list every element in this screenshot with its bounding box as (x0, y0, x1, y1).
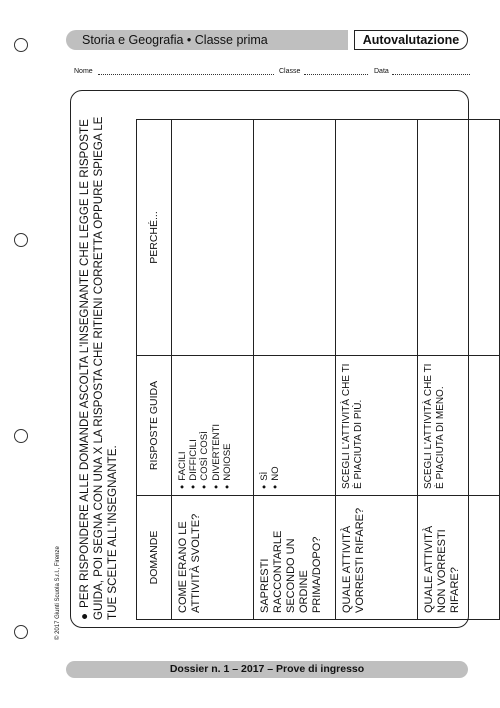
answers-cell (172, 356, 254, 496)
instructions-text: PER RISPONDERE ALLE DOMANDE ASCOLTA L'INSEGNANTE CHE LEGGE LE RISPOSTE GUIDA, POI SEGNA CON UNA X LA RISPOSTA CHE RITIENI CORRETTA OPPURE SPIEGA LE TUE SCELTE ALL'INSEGNANTE. (78, 116, 119, 620)
copyright-note: © 2017 Giunti Scuola S.r.l., Firenze (55, 546, 61, 640)
question-text: QUALE ATTIVITÀ NON VORRESTI RIFARE? (423, 525, 461, 613)
answers-cell (418, 356, 500, 496)
answers-cell (254, 356, 336, 496)
classe-label: Classe (279, 68, 301, 75)
table-row (254, 120, 336, 620)
instructions (78, 100, 120, 620)
page-header (66, 30, 468, 50)
reason-cell[interactable] (254, 120, 336, 356)
question-cell (418, 496, 500, 620)
data-label: Data (374, 68, 389, 75)
answer-option[interactable]: ● DIVERTENTI (211, 362, 222, 489)
question-text: SAPRESTI RACCONTARLE SECONDO UN ORDINE PRIMA/DOPO? (259, 530, 323, 613)
header-perche: PERCHÉ... (137, 120, 172, 356)
answer-option[interactable]: ● DIFFICILI (188, 362, 199, 489)
bullet-icon: ● (78, 612, 91, 620)
rotated-content (78, 100, 462, 620)
page-footer: Dossier n. 1 – 2017 – Prove di ingresso (66, 661, 468, 678)
question-text: COME ERANO LE ATTIVITÀ SVOLTE? (177, 513, 202, 613)
answers-cell (336, 356, 418, 496)
question-cell (254, 496, 336, 620)
table-row (418, 120, 500, 620)
self-assessment-table (136, 119, 500, 620)
subject-title: Storia e Geografia • Classe prima (66, 30, 348, 50)
answer-option[interactable]: ● FACILI (177, 362, 188, 489)
student-info-row (74, 68, 470, 80)
binder-hole (14, 429, 28, 443)
reason-cell[interactable] (172, 120, 254, 356)
answer-option[interactable]: ● COSÌ COSÌ (199, 362, 210, 489)
answer-option[interactable]: ● NO (270, 362, 281, 489)
table-header-row (137, 120, 172, 620)
question-cell (172, 496, 254, 620)
header-domande: DOMANDE (137, 496, 172, 620)
nome-label: Nome (74, 68, 93, 75)
binder-hole (14, 38, 28, 52)
answer-option[interactable]: ● SÌ (259, 362, 270, 489)
data-field[interactable] (392, 74, 470, 75)
reason-cell[interactable] (336, 120, 418, 356)
table-row (336, 120, 418, 620)
binder-hole (14, 233, 28, 247)
section-title: Autovalutazione (354, 30, 468, 50)
classe-field[interactable] (304, 74, 368, 75)
nome-field[interactable] (98, 74, 274, 75)
table-row (172, 120, 254, 620)
header-risposte-guida: RISPOSTE GUIDA (137, 356, 172, 496)
question-text: QUALE ATTIVITÀ VORRESTI RIFARE? (341, 507, 366, 613)
answer-option[interactable]: ● NOIOSE (222, 362, 233, 489)
binder-hole (14, 625, 28, 639)
reason-cell[interactable] (418, 120, 500, 356)
guide-text: SCEGLI L'ATTIVITÀ CHE TI È PIACIUTA DI PIÙ. (341, 363, 364, 489)
question-cell (336, 496, 418, 620)
guide-text: SCEGLI L'ATTIVITÀ CHE TI È PIACIUTA DI MENO. (423, 363, 446, 489)
